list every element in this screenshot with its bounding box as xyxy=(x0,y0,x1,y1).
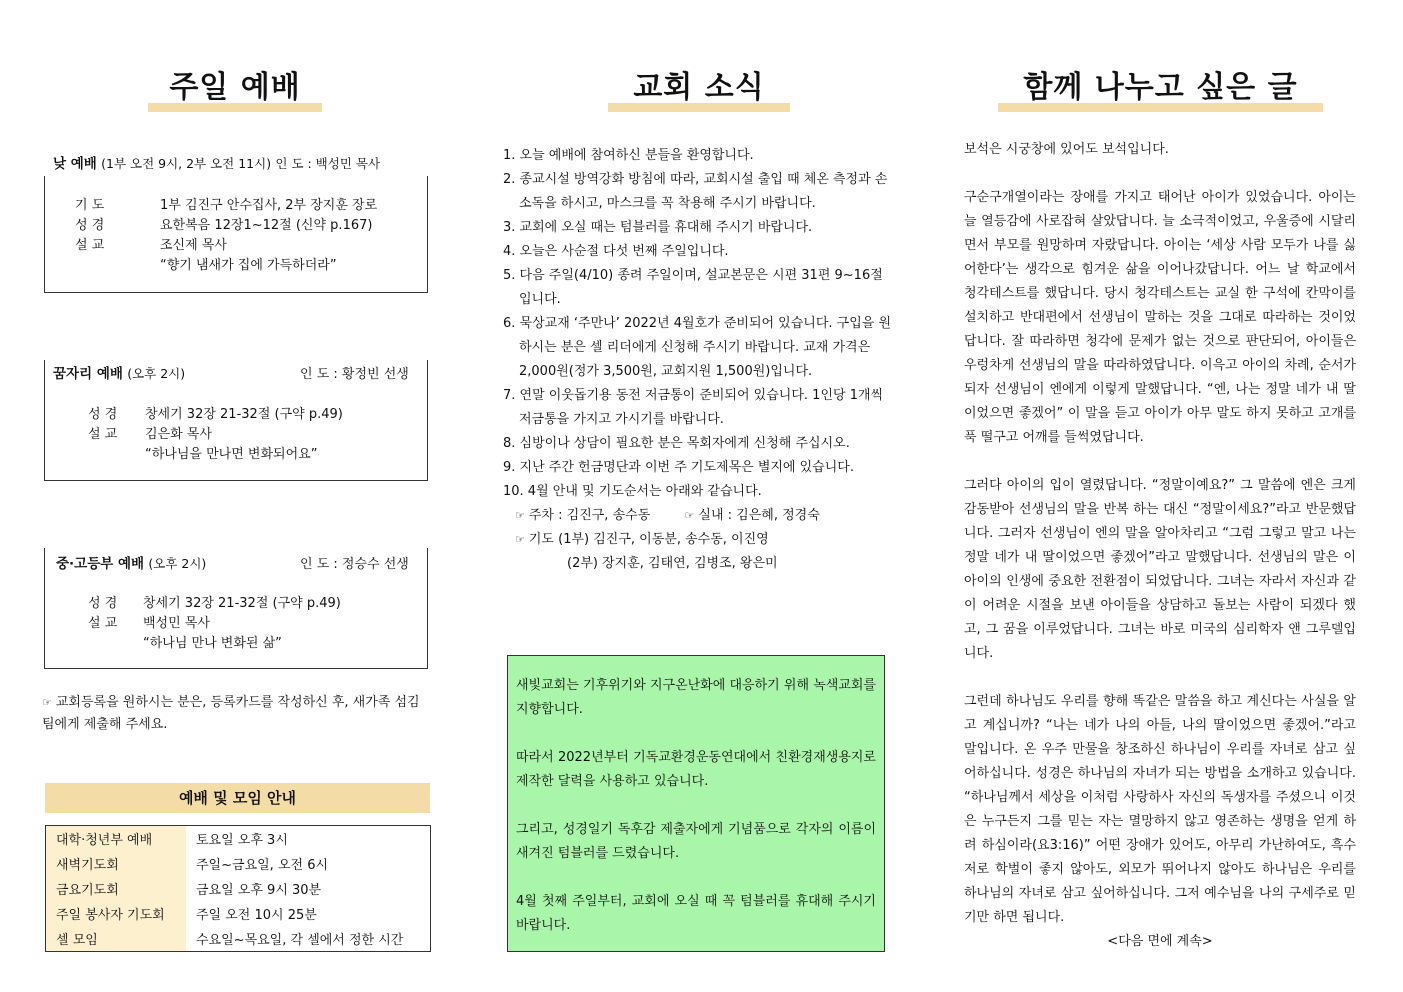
list-item: 3. 교회에 오실 때는 텀블러를 휴대해 주시기 바랍니다. xyxy=(503,220,813,235)
day-row-sermon-title: “향기 냄새가 집에 가득하더라” xyxy=(160,258,337,273)
youth-row-bible: 성 경 창세기 32장 21-32절 (구약 p.49) xyxy=(88,596,341,611)
table-row: 금요기도회 금요일 오후 9시 30분 xyxy=(46,876,431,901)
youth-row-sermon: 설 교 백성민 목사 xyxy=(88,616,210,631)
pointing-hand-icon: ☞ xyxy=(42,696,52,709)
green-paragraph: 새빛교회는 기후위기와 지구온난화에 대응하기 위해 녹색교회를 지향합니다. xyxy=(516,678,876,717)
worship-title xyxy=(148,62,322,106)
prayer-line-2: (2부) 장지훈, 김태연, 김병조, 왕은미 xyxy=(567,556,778,571)
table-row: 새벽기도회 주일~금요일, 오전 6시 xyxy=(46,851,431,876)
table-row: 셀 모임 수요일~목요일, 각 셀에서 정한 시간 xyxy=(46,926,431,952)
dream-row-sermon: 설 교 김은화 목사 xyxy=(88,427,212,442)
list-item: 9. 지난 주간 헌금명단과 이번 주 기도제목은 별지에 있습니다. xyxy=(503,460,854,475)
youth-worship-head: 중·고등부 예배 (오후 2시) xyxy=(56,556,207,572)
list-item: 8. 심방이나 상담이 필요한 분은 목회자에게 신청해 주십시오. xyxy=(503,436,850,451)
essay-paragraph: 보석은 시궁창에 있어도 보석입니다. xyxy=(964,142,1169,157)
dream-row-bible: 성 경 창세기 32장 21-32절 (구약 p.49) xyxy=(88,407,343,422)
registration-note: ☞ 교회등록을 원하시는 분은, 등록카드를 작성하신 후, 새가족 섬김팀에게 제출해 주세요. xyxy=(42,695,420,732)
dream-worship-leader: 인 도 : 황정빈 선생 xyxy=(300,367,409,382)
meetings-title: 예배 및 모임 안내 xyxy=(45,783,430,813)
list-item: 5. 다음 주일(4/10) 종려 주일이며, 설교본문은 시편 31편 9~16절 입니다. xyxy=(503,268,883,307)
youth-row-sermon-title: “하나님 만나 변화된 삶” xyxy=(143,636,282,651)
continued-note: <다음 면에 계속> xyxy=(1107,934,1213,949)
dream-worship-head: 꿈자리 예배 (오후 2시) xyxy=(53,366,186,382)
news-title xyxy=(608,62,790,106)
news-title-text: 교회 소식 xyxy=(633,70,765,105)
list-item: 4. 오늘은 사순절 다섯 번째 주일입니다. xyxy=(503,244,729,259)
pointing-hand-icon: ☞ xyxy=(515,533,525,546)
essay-body xyxy=(964,138,1356,954)
duty-line: ☞ 주차 : 김진구, 송수동 ☞ 실내 : 김은혜, 정경숙 xyxy=(515,508,820,523)
green-church-box xyxy=(507,655,885,952)
essay-paragraph: 그러다 아이의 입이 열렸답니다. “정말이예요?” 그 말씀에 엔은 크게 감동받아 선생님의 말을 반복 하는 대신 “정말이세요?”라고 반문했답니다. 그러자 선생님이 엔의 말을 알아차리고 “그럼 그렇고 말고 나는 정말 네가 내 딸이었으면 좋겠어”라고 말했답니다. 선생님의 말은 이 아이의 인생에 중요한 전환점이 되었답니다. 그녀는 자라서 자신과 같이 어려운 시절을 보낸 아이들을 상담하고 돌보는 사람이 되겠다 했고, 그 꿈을 이루었답니다. 그녀는 바로 미국의 심리학자 앤 그루델입니다. xyxy=(964,478,1356,661)
green-paragraph: 그리고, 성경일기 독후감 제출자에게 기념품으로 각자의 이름이 새겨진 텀블러를 드렸습니다. xyxy=(516,822,876,861)
news-list xyxy=(503,144,895,576)
prayer-line-1: ☞ 기도 (1부) 김진구, 이동분, 송수동, 이진영 xyxy=(515,532,769,547)
youth-worship-leader: 인 도 : 정승수 선생 xyxy=(300,557,409,572)
table-row: 주일 봉사자 기도회 주일 오전 10시 25분 xyxy=(46,901,431,926)
table-row: 대학·청년부 예배 토요일 오후 3시 xyxy=(46,826,431,852)
essay-paragraph: 그런데 하나님도 우리를 향해 똑같은 말씀을 하고 계신다는 사실을 알고 계십니까? “나는 네가 나의 아들, 나의 딸이었으면 좋겠어.”라고 말입니다. 온 우주 만물을 창조하신 하나님이 우리를 자녀로 삼고 싶어하십니다. 성경은 하나님의 자녀가 되는 방법을 소개하고 있습니다. “하나님께서 세상을 이처럼 사랑하사 자신의 독생자를 주셨으니 이것은 누구든지 그를 믿는 자는 멸망하지 않고 영존하는 생명을 얻게 하려 하심이라(요3:16)” 어떤 장애가 있어도, 아무리 가난하여도, 흑수저로 학벌이 좋지 않아도, 외모가 뛰어나지 않아도 하나님은 우리를 하나님의 자녀로 삼고 싶어하십니다. 그저 예수님을 나의 구세주로 믿기만 하면 됩니다. xyxy=(964,694,1356,925)
list-item: 7. 연말 이웃돕기용 동전 저금통이 준비되어 있습니다. 1인당 1개씩 저금통을 가지고 가시기를 바랍니다. xyxy=(503,388,884,427)
list-item: 10. 4월 안내 및 기도순서는 아래와 같습니다. xyxy=(503,484,762,499)
day-row-bible: 성 경 요한복음 12장1~12절 (신약 p.167) xyxy=(75,218,373,233)
dream-row-sermon-title: “하나님을 만나면 변화되어요” xyxy=(145,447,318,462)
essay-title-text: 함께 나누고 싶은 글 xyxy=(1023,70,1298,105)
day-worship-head: 낮 예배 (1부 오전 9시, 2부 오전 11시) 인 도 : 백성민 목사 xyxy=(53,156,381,172)
day-row-prayer: 기 도 1부 김진구 안수집사, 2부 장지훈 장로 xyxy=(75,198,378,213)
list-item: 6. 묵상교재 ‘주만나’ 2022년 4월호가 준비되어 있습니다. 구입을 원하시는 분은 셀 리더에게 신청해 주시기 바랍니다. 교재 가격은 2,000원(정가 3,500원, 교회지원 1,500원)입니다. xyxy=(503,316,892,379)
worship-title-text: 주일 예배 xyxy=(169,70,301,105)
green-paragraph: 4월 첫째 주일부터, 교회에 오실 때 꼭 텀블러를 휴대해 주시기 바랍니다. xyxy=(516,894,876,933)
pointing-hand-icon: ☞ xyxy=(684,509,695,522)
list-item: 1. 오늘 예배에 참여하신 분들을 환영합니다. xyxy=(503,148,754,163)
pointing-hand-icon: ☞ xyxy=(515,509,525,522)
day-row-sermon: 설 교 조신제 목사 xyxy=(75,238,227,253)
green-paragraph: 따라서 2022년부터 기독교환경운동연대에서 친환경재생용지로 제작한 달력을 사용하고 있습니다. xyxy=(516,750,876,789)
essay-paragraph: 구순구개열이라는 장애를 가지고 태어난 아이가 있었습니다. 아이는 늘 열등감에 사로잡혀 살았답니다. 늘 소극적이었고, 우울증에 시달리면서 부모를 원망하며 자랐답니다. 아이는 ‘세상 사람 모두가 나를 싫어한다’는 생각으로 힘겨운 삶을 이어나갔답니다. 어느 날 학교에서 청각테스트를 했답니다. 당시 청각테스트는 교실 한 구석에 칸막이를 설치하고 반대편에서 선생님이 말하는 것을 그대로 따라하는 것이었답니다. 잘 따라하면 청각에 문제가 없는 것으로 판단되어, 아이들은 우렁차게 선생님의 말을 따라하였답니다. 이윽고 아이의 차례, 순서가 되자 선생님이 엔에게 이렇게 말했답니다. “엔, 나는 정말 네가 내 딸이었으면 좋겠어” 이 말을 듣고 아이가 아무 말도 하지 못하고 고개를 푹 떨구고 어깨를 들썩였답니다. xyxy=(964,190,1356,445)
list-item: 2. 종교시설 방역강화 방침에 따라, 교회시설 출입 때 체온 측정과 손 소독을 하시고, 마스크를 꼭 착용해 주시기 바랍니다. xyxy=(503,172,888,211)
essay-title xyxy=(998,62,1323,106)
meetings-table xyxy=(45,825,431,952)
